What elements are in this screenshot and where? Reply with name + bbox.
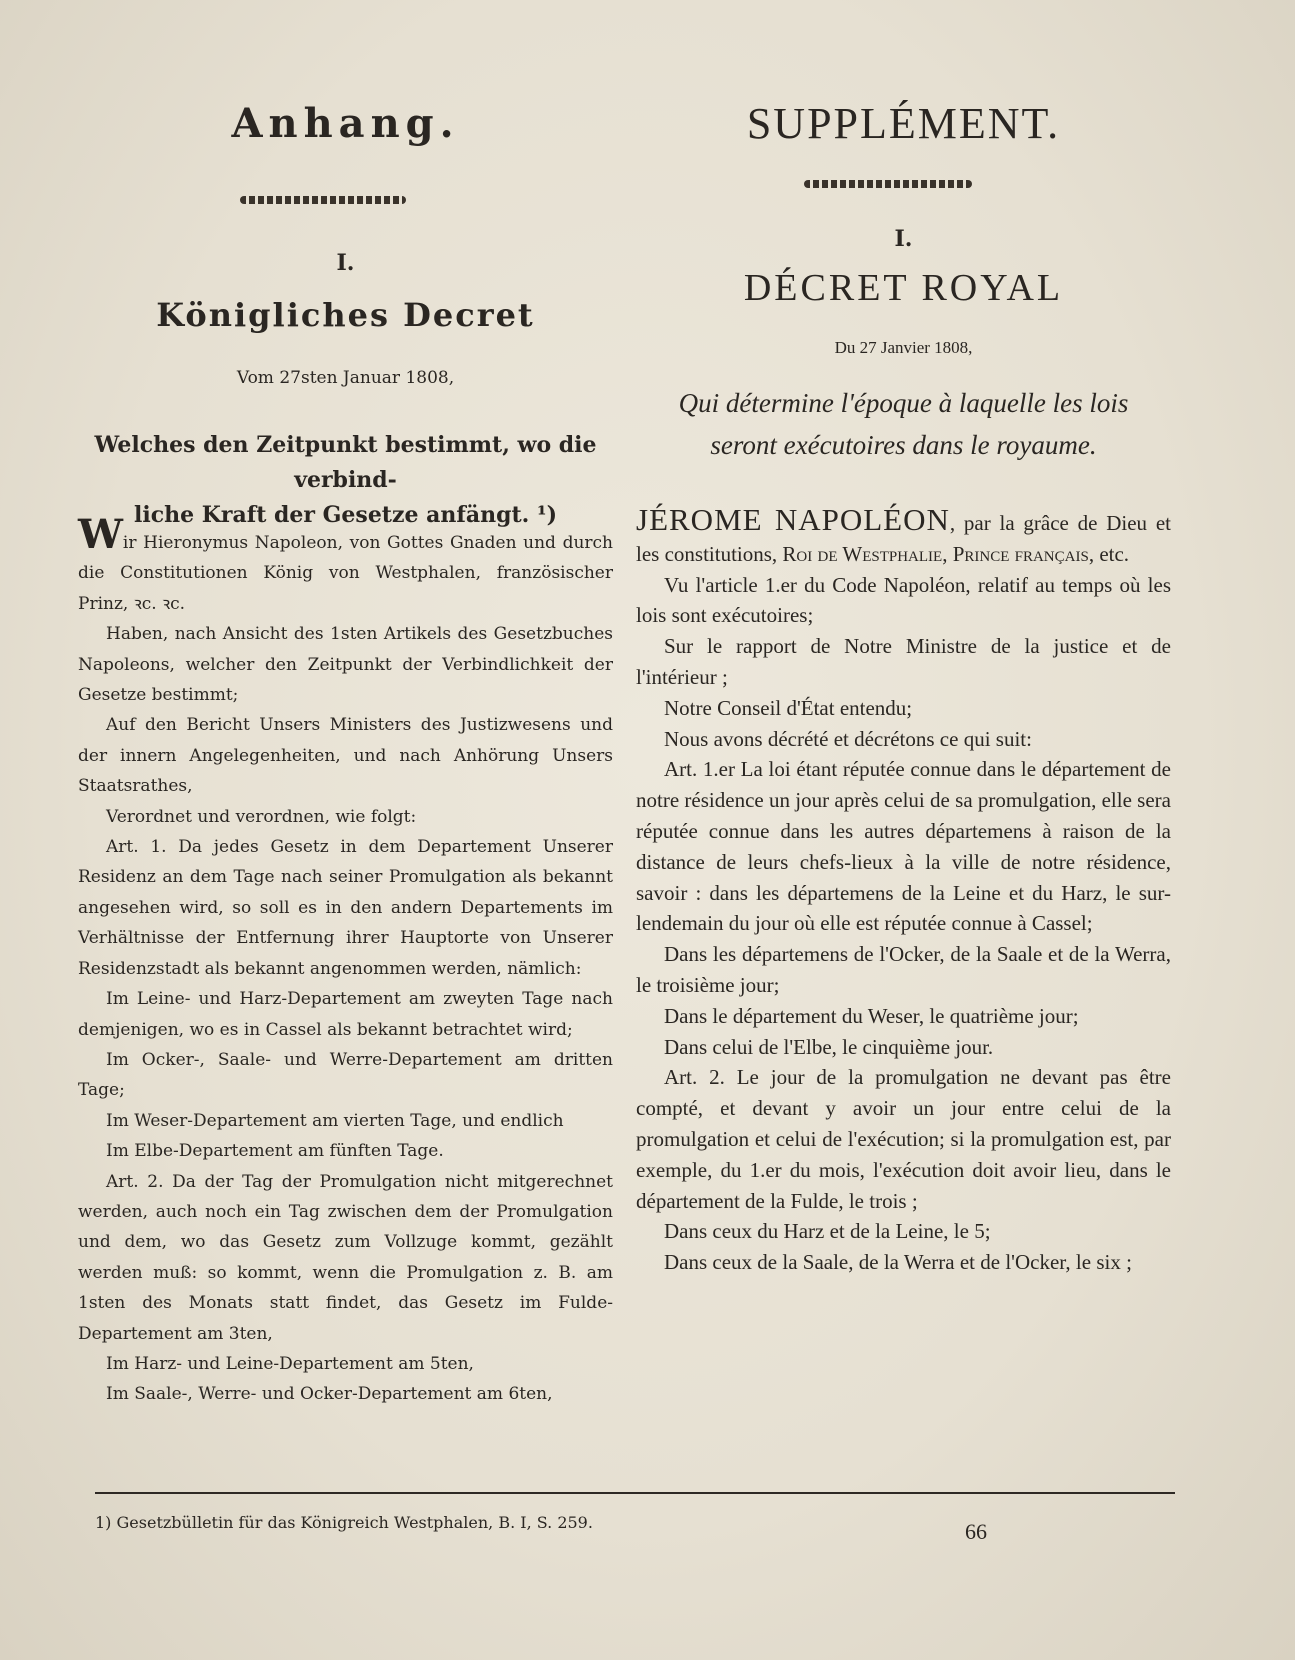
german-paragraph: Im Ocker-, Saale- und Werre-Departement am dritten Tage; bbox=[78, 1049, 613, 1101]
german-paragraph: Verordnet und verordnen, wie folgt: bbox=[106, 806, 417, 827]
german-paragraph: Auf den Bericht Unsers Ministers des Justizwesens und der innern Angelegenheiten, und nach Anhörung Unsers Staatsrathes, bbox=[78, 715, 613, 797]
ornament-divider bbox=[240, 196, 406, 204]
french-paragraph: Dans ceux du Harz et de la Leine, le 5; bbox=[664, 1219, 991, 1244]
french-paragraph: Notre Conseil d'État entendu; bbox=[664, 695, 913, 720]
german-number: I. bbox=[336, 250, 355, 276]
french-paragraph: Dans ceux de la Saale, de la Werra et de l'Ocker, le six ; bbox=[664, 1250, 1132, 1275]
french-body bbox=[636, 502, 1171, 1278]
french-paragraph: Vu l'article 1.er du Code Napoléon, relatif au temps où les lois sont exécutoires; bbox=[636, 572, 1171, 628]
french-subtitle bbox=[636, 382, 1171, 466]
french-subtitle-line: seront exécutoires dans le royaume. bbox=[710, 430, 1097, 460]
german-paragraph: Haben, nach Ansicht des 1sten Artikels des Gesetzbuches Napoleons, welcher den Zeitpunkt der Verbindlichkeit der Gesetze bestimmt; bbox=[78, 624, 613, 706]
page-number: 66 bbox=[965, 1519, 987, 1544]
french-paragraph: Art. 2. Le jour de la promulgation ne devant pas être compté, et devant y avoir un jour entre celui de la promulgation et celui de l'exécution; si la promulgation est, par exemple, du 1.er du mois, l'exécution doit avoir lieu, dans le département de la Fulde, le trois ; bbox=[636, 1065, 1171, 1213]
french-paragraph: Dans le département du Weser, le quatrième jour; bbox=[664, 1003, 1079, 1028]
german-subtitle-line: Welches den Zeitpunkt bestimmt, wo die verbind- bbox=[94, 432, 597, 493]
french-paragraph: Nous avons décrété et décrétons ce qui suit: bbox=[664, 726, 1032, 751]
dropcap: JÉROME NAPOLÉON bbox=[636, 502, 950, 537]
german-paragraph: Wir Hieronymus Napoleon, von Gottes Gnaden und durch die Constitutionen König von Westphalen, französischer Prinz, ꝛc. ꝛc. bbox=[78, 511, 613, 614]
ornament-divider bbox=[804, 180, 972, 188]
german-subtitle-line: liche Kraft der Gesetze anfängt. ¹) bbox=[134, 502, 557, 528]
french-paragraph: Dans celui de l'Elbe, le cinquième jour. bbox=[664, 1034, 994, 1059]
german-heading: Königliches Decret bbox=[156, 296, 535, 334]
german-paragraph: Im Weser-Departement am vierten Tage, und endlich bbox=[106, 1110, 564, 1131]
french-number: I. bbox=[894, 226, 913, 252]
french-paragraph: JÉROME NAPOLÉON, par la grâce de Dieu et les constitutions, Roi de Westphalie, Prince français, etc. bbox=[636, 502, 1171, 566]
german-paragraph: Im Elbe-Departement am fünften Tage. bbox=[106, 1141, 444, 1162]
french-paragraph: Dans les départemens de l'Ocker, de la Saale et de la Werra, le troisième jour; bbox=[636, 942, 1171, 997]
french-date: Du 27 Janvier 1808, bbox=[834, 338, 973, 357]
german-paragraph: Im Saale-, Werre- und Ocker-Departement am 6ten, bbox=[106, 1384, 553, 1405]
dropcap: W bbox=[78, 511, 123, 558]
german-paragraph: Im Leine- und Harz-Departement am zweyten Tage nach demjenigen, wo es in Cassel als bekannt betrachtet wird; bbox=[78, 989, 613, 1040]
french-subtitle-line: Qui détermine l'époque à laquelle les lois bbox=[678, 388, 1129, 418]
french-paragraph: Sur le rapport de Notre Ministre de la justice et de l'intérieur ; bbox=[636, 634, 1171, 689]
german-date: Vom 27sten Januar 1808, bbox=[236, 368, 455, 388]
german-paragraph: Art. 2. Da der Tag der Promulgation nicht mitgerechnet werden, auch noch ein Tag zwischen dem der Promulgation und dem, wo das Gesetz zum Vollzuge kommt, gezählt werden muß: so kommt, wenn die Promulgation z. B. am 1sten des Monats statt findet, das Gesetz im Fulde-Departement am 3ten, bbox=[78, 1171, 613, 1344]
footnote-rule bbox=[95, 1492, 1175, 1494]
french-paragraph: Art. 1.er La loi étant réputée connue dans le département de notre résidence un jour après celui de sa promulgation, elle sera réputée connue dans les autres départemens à raison de la distance de leurs chefs-lieux à la ville de notre résidence, savoir : dans les départemens de la Leine et du Harz, le sur-lendemain du jour où elle est réputée connue à Cassel; bbox=[636, 757, 1171, 936]
german-title: Anhang. bbox=[231, 100, 460, 147]
german-paragraph: Im Harz- und Leine-Departement am 5ten, bbox=[106, 1353, 474, 1374]
german-subtitle bbox=[78, 428, 613, 533]
french-heading: DÉCRET ROYAL bbox=[743, 267, 1064, 309]
footnote: 1) Gesetzbülletin für das Königreich Westphalen, B. I, S. 259. bbox=[95, 1513, 593, 1532]
german-paragraph: Art. 1. Da jedes Gesetz in dem Departement Unserer Residenz an dem Tage nach seiner Promulgation als bekannt angesehen wird, so soll es in den andern Departements im Verhältnisse der Entfernung ihrer Hauptorte von Unserer Residenzstadt als bekannt angenommen werden, nämlich: bbox=[78, 837, 613, 979]
french-title: SUPPLÉMENT. bbox=[746, 99, 1061, 148]
